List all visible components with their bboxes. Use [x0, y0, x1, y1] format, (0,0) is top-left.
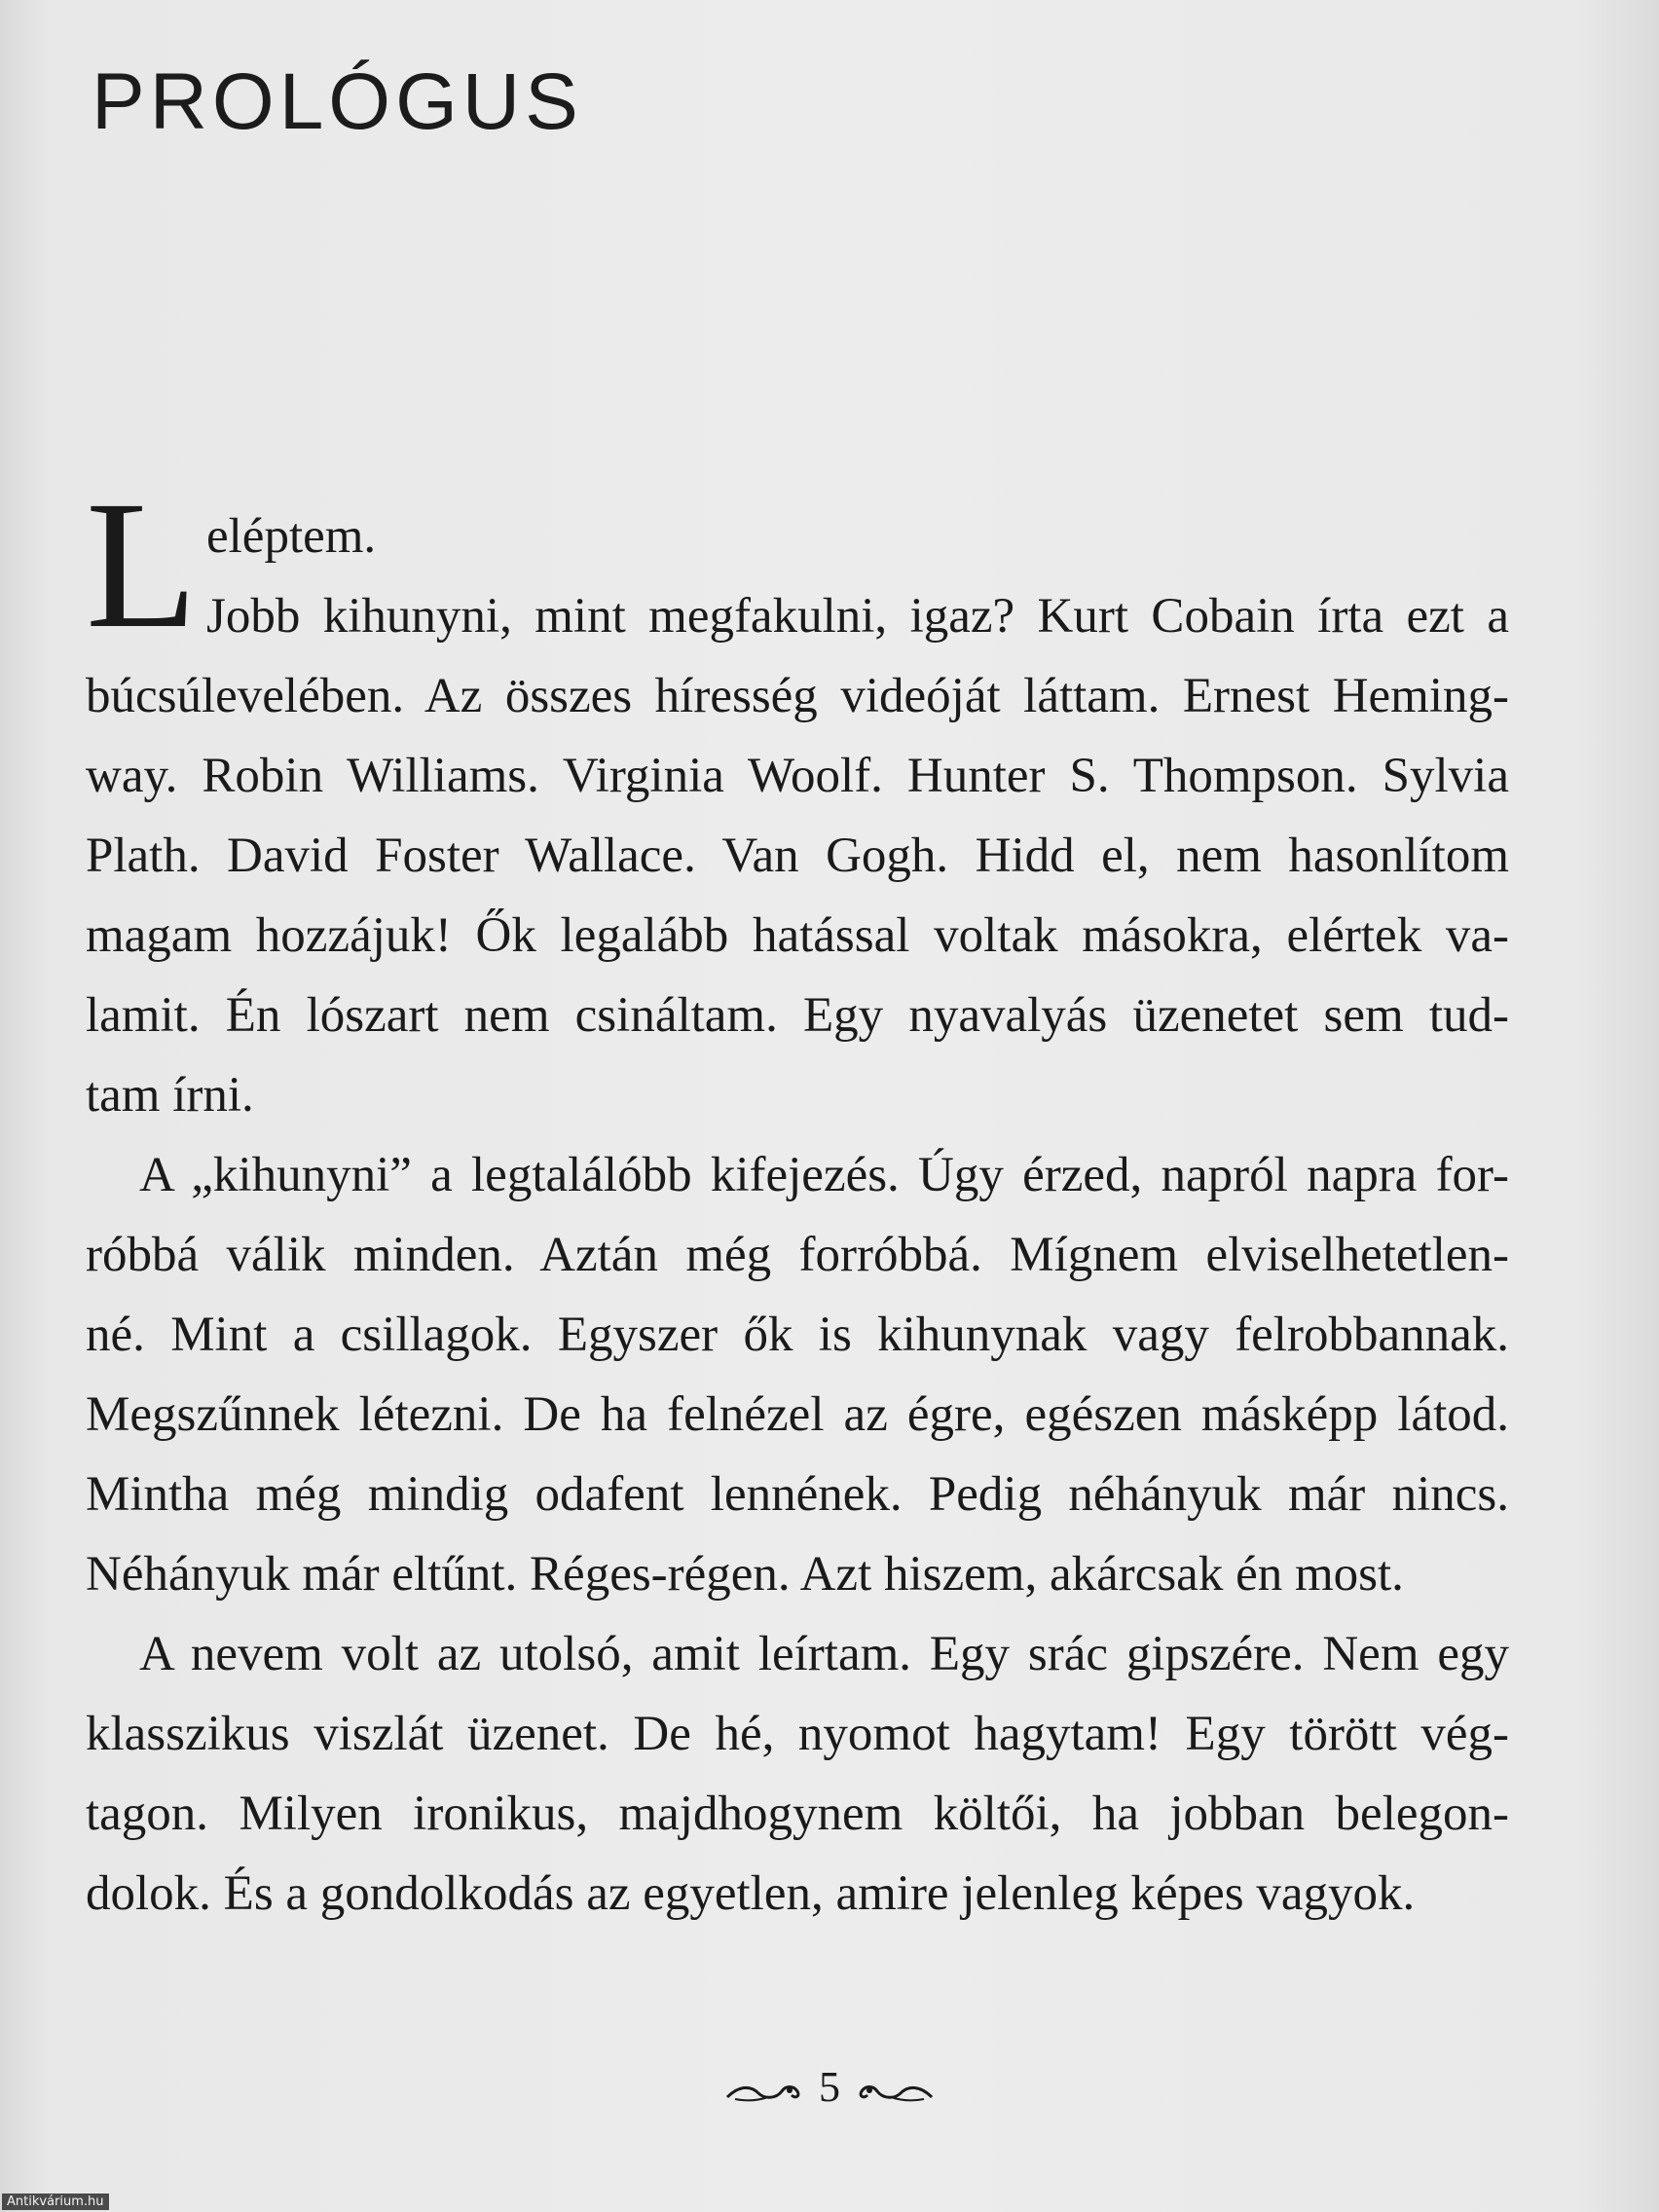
text-line: lamit. Én lószart nem csináltam. Egy nyavalyás üzenetet sem tud-	[86, 988, 1509, 1043]
text-line: A nevem volt az utolsó, amit leírtam. Egy srác gipszére. Nem egy	[139, 1627, 1509, 1681]
chapter-title: PROLÓGUS	[92, 57, 583, 146]
text-line: magam hozzájuk! Ők legalább hatással voltak másokra, elértek va-	[86, 908, 1509, 963]
text-line: way. Robin Williams. Virginia Woolf. Hunter S. Thompson. Sylvia	[86, 749, 1509, 803]
text-line: A „kihunyni” a legtalálóbb kifejezés. Úgy érzed, napról napra for-	[139, 1148, 1509, 1202]
text-line: róbbá válik minden. Aztán még forróbbá. Mígnem elviselhetetlen-	[86, 1228, 1509, 1282]
text-line: Mintha még mindig odafent lennének. Pedig néhányuk már nincs.	[86, 1467, 1509, 1522]
text-line: búcsúlevelében. Az összes híresség videóját láttam. Ernest Heming-	[86, 669, 1509, 723]
right-ornament-icon	[854, 2070, 934, 2113]
text-line: tagon. Milyen ironikus, majdhogynem költői, ha jobban belegon-	[86, 1787, 1509, 1841]
page-number-footer	[0, 2063, 1659, 2113]
text-line: Néhányuk már eltűnt. Réges-régen. Azt hiszem, akárcsak én most.	[86, 1547, 1404, 1602]
text-line: eléptem.	[206, 509, 377, 564]
text-line: Plath. David Foster Wallace. Van Gogh. Hidd el, nem hasonlítom	[86, 829, 1509, 883]
drop-cap: L	[86, 462, 198, 666]
text-line: né. Mint a csillagok. Egyszer ők is kihunynak vagy felrobbannak.	[86, 1308, 1509, 1362]
watermark: Antikvárium.hu	[2, 2194, 109, 2210]
left-ornament-icon	[725, 2070, 805, 2113]
text-line: dolok. És a gondolkodás az egyetlen, amire jelenleg képes vagyok.	[86, 1866, 1416, 1921]
body-text	[86, 497, 1509, 1934]
text-line: klasszikus viszlát üzenet. De hé, nyomot hagytam! Egy törött vég-	[86, 1707, 1509, 1761]
text-line: tam írni.	[86, 1068, 254, 1123]
text-line: Jobb kihunyni, mint megfakulni, igaz? Kurt Cobain írta ezt a	[206, 589, 1509, 644]
page-number: 5	[819, 2063, 840, 2111]
text-line: Megszűnnek létezni. De ha felnézel az égre, egészen másképp látod.	[86, 1387, 1509, 1442]
